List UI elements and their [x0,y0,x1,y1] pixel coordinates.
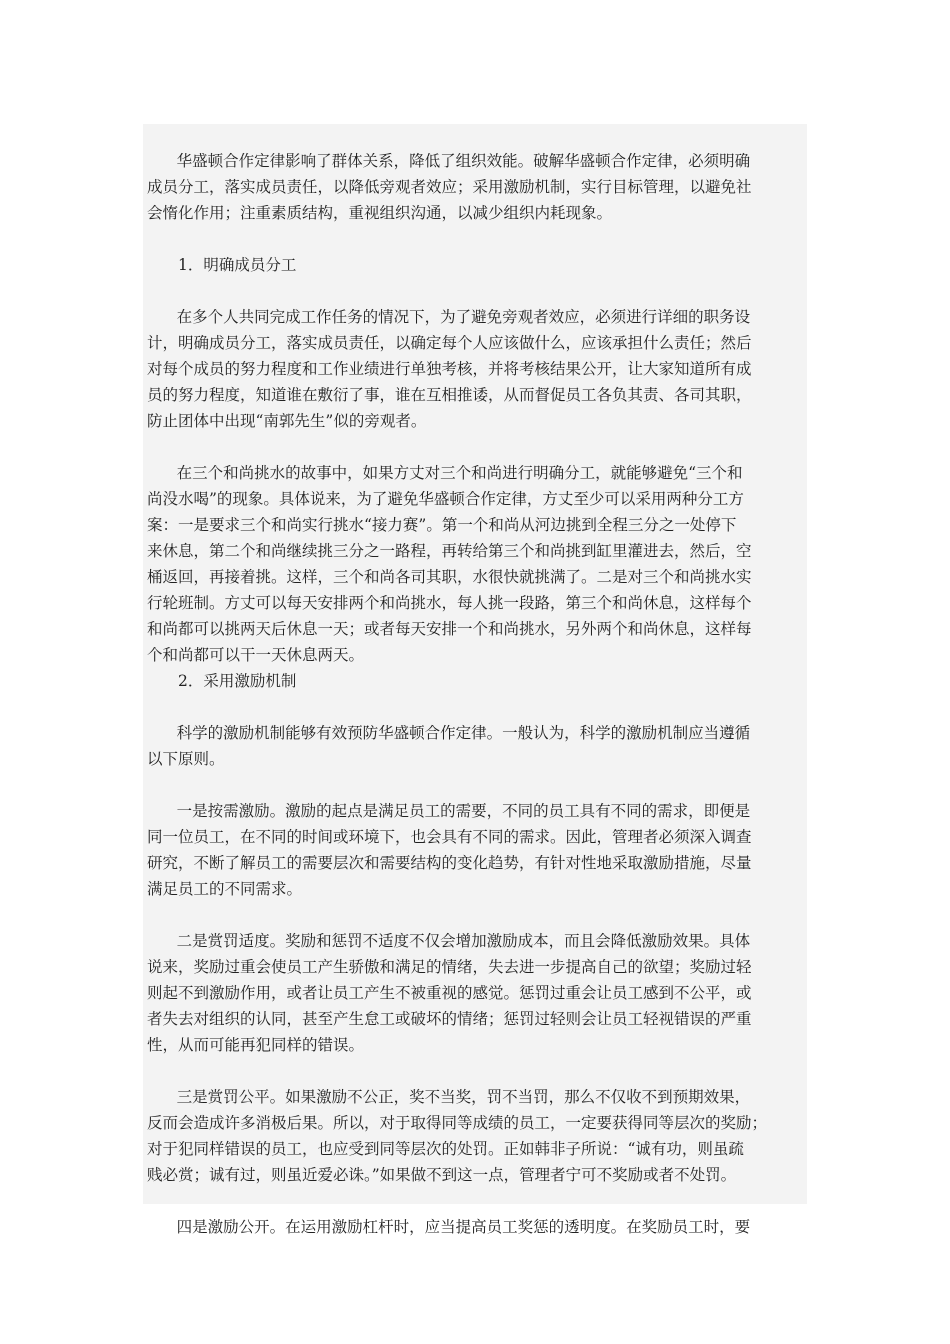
text-line: 一是按需激励。激励的起点是满足员工的需要，不同的员工具有不同的需求，即便是 [147,802,751,820]
text-line: 案：一是要求三个和尚实行挑水“接力赛”。第一个和尚从河边挑到全程三分之一处停下 [147,516,737,534]
text-line: 满足员工的不同需求。 [147,880,303,898]
paragraph [143,1084,807,1188]
text-line: 和尚都可以挑两天后休息一天；或者每天安排一个和尚挑水，另外两个和尚休息，这样每 [147,620,752,638]
paragraph [143,720,807,772]
text-line: 在多个人共同完成工作任务的情况下，为了避免旁观者效应，必须进行详细的职务设 [147,308,751,326]
text-line: 贱必赏；诚有过，则虽近爱必诛。”如果做不到这一点，管理者宁可不奖励或者不处罚。 [147,1166,737,1184]
document-page [143,124,807,1236]
text-line: 同一位员工，在不同的时间或环境下，也会具有不同的需求。因此，管理者必须深入调查 [147,828,752,846]
text-line: 来休息，第二个和尚继续挑三分之一路程，再转给第三个和尚挑到缸里灌进去，然后，空 [147,542,752,560]
paragraph [143,798,807,902]
text-line: 行轮班制。方丈可以每天安排两个和尚挑水，每人挑一段路，第三个和尚休息，这样每个 [147,594,752,612]
text-line: 性，从而可能再犯同样的错误。 [147,1036,365,1054]
text-line: 则起不到激励作用，或者让员工产生不被重视的感觉。惩罚过重会让员工感到不公平，或 [147,984,752,1002]
text-line: 会惰化作用；注重素质结构，重视组织沟通，以减少组织内耗现象。 [147,204,613,222]
text-line: 科学的激励机制能够有效预防华盛顿合作定律。一般认为，科学的激励机制应当遵循 [147,724,751,742]
document-body [143,148,807,1266]
text-line: 三是赏罚公平。如果激励不公正，奖不当奖，罚不当罚，那么不仅收不到预期效果， [147,1088,751,1106]
text-line: 说来，奖励过重会使员工产生骄傲和满足的情绪，失去进一步提高自己的欲望；奖励过轻 [147,958,752,976]
text-line: 桶返回，再接着挑。这样，三个和尚各司其职，水很快就挑满了。二是对三个和尚挑水实 [147,568,752,586]
text-line: 对于犯同样错误的员工，也应受到同等层次的处罚。正如韩非子所说：“诚有功，则虽疏 [147,1140,744,1158]
text-line: 二是赏罚适度。奖励和惩罚不适度不仅会增加激励成本，而且会降低激励效果。具体 [147,932,751,950]
text-line: 者失去对组织的认同，甚至产生怠工或破坏的情绪；惩罚过轻则会让员工轻视错误的严重 [147,1010,752,1028]
section-heading: 2．采用激励机制 [178,672,297,690]
text-line: 在三个和尚挑水的故事中，如果方丈对三个和尚进行明确分工，就能够避免“三个和 [147,464,743,482]
text-line: 计，明确成员分工，落实成员责任，以确定每个人应该做什么，应该承担什么责任；然后 [147,334,752,352]
text-line: 员的努力程度，知道谁在敷衍了事，谁在互相推诿，从而督促员工各负其责、各司其职， [147,386,752,404]
paragraph [143,1214,807,1240]
text-line: 研究，不断了解员工的需要层次和需要结构的变化趋势，有针对性地采取激励措施，尽量 [147,854,752,872]
section-heading: 1．明确成员分工 [178,256,297,274]
text-line: 对每个成员的努力程度和工作业绩进行单独考核，并将考核结果公开，让大家知道所有成 [147,360,752,378]
paragraph [143,148,807,226]
text-line: 成员分工，落实成员责任，以降低旁观者效应；采用激励机制，实行目标管理，以避免社 [147,178,752,196]
paragraph [143,928,807,1058]
paragraph [143,304,807,434]
text-line: 华盛顿合作定律影响了群体关系，降低了组织效能。破解华盛顿合作定律，必须明确 [147,152,751,170]
text-line: 反而会造成许多消极后果。所以，对于取得同等成绩的员工，一定要获得同等层次的奖励； [147,1114,768,1132]
text-line: 四是激励公开。在运用激励杠杆时，应当提高员工奖惩的透明度。在奖励员工时，要 [147,1218,751,1236]
paragraph [143,460,807,668]
text-line: 以下原则。 [147,750,225,768]
text-line: 个和尚都可以干一天休息两天。 [147,646,365,664]
text-line: 尚没水喝”的现象。具体说来，为了避免华盛顿合作定律，方丈至少可以采用两种分工方 [147,490,744,508]
text-line: 防止团体中出现“南郭先生”似的旁观者。 [147,412,427,430]
